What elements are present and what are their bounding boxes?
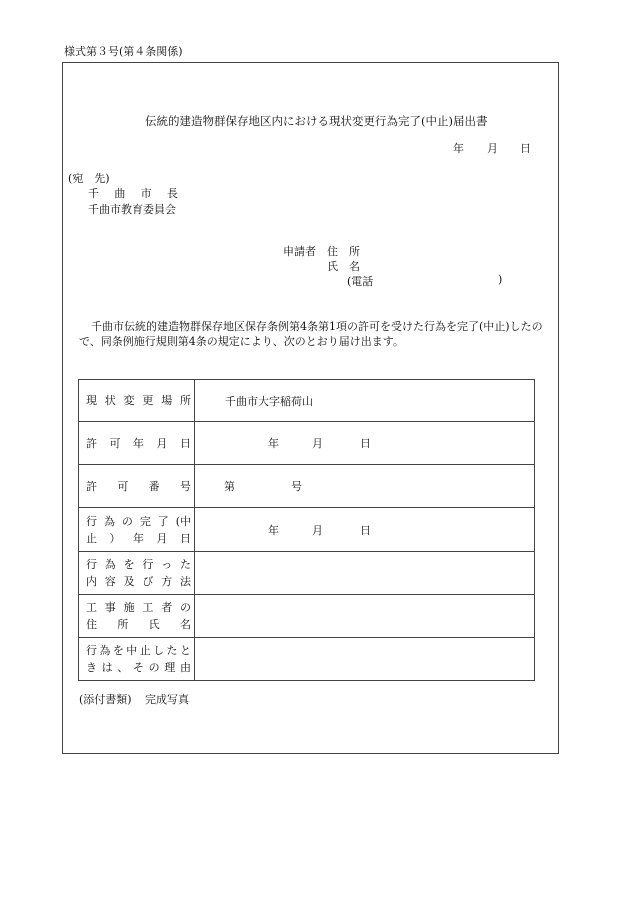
applicant-label: 申請者 — [283, 245, 316, 258]
row-label-char: を — [112, 644, 124, 657]
row-label-cell — [79, 552, 195, 595]
row-label-char: 理 — [164, 661, 176, 674]
row-label-line — [86, 556, 191, 573]
row-label-char: 由 — [179, 661, 191, 674]
table-row — [79, 595, 535, 638]
addressee-char: 千 — [88, 187, 99, 200]
table-row — [79, 552, 535, 595]
row-value-part: 年 — [268, 523, 279, 537]
row-label-char: 為 — [104, 558, 116, 571]
row-label-char: 年 — [133, 436, 144, 450]
body-text-line2: で、同条例施行規則第4条の規定により、次のとおり届け出ます。 — [79, 335, 404, 348]
row-label-line — [86, 599, 191, 616]
row-label-char: ） — [109, 531, 121, 545]
row-label-cell — [79, 638, 195, 681]
table-row — [79, 465, 535, 508]
row-label-char: 氏 — [148, 618, 160, 631]
row-label-char: を — [123, 558, 135, 571]
row-value-part: 第 — [224, 480, 235, 493]
addressee-label: (宛 先) — [68, 172, 110, 185]
row-label-char: 場 — [161, 394, 173, 407]
row-label-line — [86, 659, 191, 676]
row-label-char: 更 — [142, 394, 154, 407]
row-label-line — [86, 573, 191, 590]
row-label-line — [86, 616, 191, 633]
row-label-char: 許 — [86, 479, 97, 493]
row-label-char: 行 — [86, 644, 97, 657]
row-value-part: 年 — [268, 437, 279, 450]
addressee-board: 千曲市教育委員会 — [88, 203, 176, 216]
row-label-char: の — [121, 514, 133, 528]
row-label-line — [86, 478, 191, 495]
row-label-char: っ — [161, 558, 173, 571]
row-label-cell — [79, 380, 195, 422]
addressee-char: 曲 — [114, 187, 126, 200]
name-label: 氏 名 — [327, 260, 360, 273]
row-value-part: 日 — [360, 523, 371, 537]
row-label-line — [86, 530, 191, 547]
addressee-char: 長 — [166, 187, 178, 200]
row-label-char: 事 — [104, 601, 116, 614]
row-label-char: 止 — [139, 644, 151, 657]
row-value-cell[interactable] — [195, 422, 535, 465]
row-label-cell — [79, 422, 195, 465]
row-label-char: 、 — [117, 661, 129, 674]
row-label-char: 法 — [179, 575, 191, 588]
attachments-label: (添付書類) — [79, 693, 132, 706]
row-value-text: 千曲市大字稲荷山 — [225, 394, 313, 408]
row-label-char: た — [179, 558, 191, 571]
row-value-cell[interactable] — [195, 465, 535, 508]
row-label-char: 所 — [179, 394, 191, 407]
row-label-char: 日 — [180, 436, 191, 450]
addressee-mayor — [88, 185, 178, 201]
table-row — [79, 422, 535, 465]
row-label-char: 状 — [104, 394, 116, 407]
row-label-char: 為 — [99, 644, 111, 657]
row-label-char: 許 — [86, 436, 97, 450]
row-label-char: 工 — [142, 601, 154, 614]
row-label-char: そ — [132, 661, 144, 674]
row-label-line — [86, 642, 191, 659]
attachments-value: 完成写真 — [145, 693, 189, 706]
row-label-char: き — [86, 661, 97, 674]
table-row — [79, 508, 535, 552]
row-label-char: 止 — [86, 531, 97, 545]
row-value-cell[interactable] — [195, 380, 535, 422]
row-label-char: と — [179, 644, 191, 657]
date-year-label: 年 — [453, 142, 464, 155]
row-label-char: の — [179, 601, 191, 614]
row-label-char: は — [101, 661, 113, 674]
row-label-char: 号 — [179, 479, 191, 493]
row-label-cell — [79, 465, 195, 508]
phone-open: (電話 — [347, 275, 374, 288]
row-value-cell[interactable] — [195, 595, 535, 638]
row-label-line — [86, 435, 191, 452]
row-label-char: 内 — [86, 575, 97, 588]
row-label-char: た — [166, 644, 178, 657]
row-value-part: 号 — [291, 480, 302, 493]
row-label-char: し — [153, 644, 165, 657]
row-label-char: 方 — [161, 575, 173, 588]
row-label-char: 名 — [179, 618, 191, 631]
row-label-char: の — [148, 661, 160, 674]
row-label-char: 中 — [126, 644, 138, 657]
row-label-char: 現 — [86, 394, 97, 407]
row-label-char: 可 — [117, 479, 129, 493]
row-label-char: 容 — [104, 575, 116, 588]
form-number: 様式第３号(第４条関係) — [64, 45, 183, 58]
row-label-char: 年 — [133, 531, 144, 545]
row-value-cell[interactable] — [195, 552, 535, 595]
row-label-char: 住 — [86, 618, 97, 631]
row-label-char: 変 — [123, 394, 135, 407]
date-month-label: 月 — [487, 142, 498, 155]
row-label-char: 為 — [103, 514, 115, 528]
table-row — [79, 380, 535, 422]
row-label-char: (中 — [175, 514, 191, 528]
row-value-cell[interactable] — [195, 508, 535, 552]
row-label-char: 月 — [156, 531, 168, 545]
row-label-char: 所 — [117, 618, 129, 631]
address-label: 住 所 — [327, 245, 360, 258]
row-label-char: 日 — [180, 531, 191, 545]
row-label-char: 施 — [123, 601, 135, 614]
row-label-char: 工 — [86, 601, 97, 614]
row-label-char: 番 — [148, 479, 160, 493]
row-label-char: 者 — [161, 601, 173, 614]
row-label-char: び — [142, 575, 154, 588]
row-label-char: 行 — [142, 558, 154, 571]
row-value-cell[interactable] — [195, 638, 535, 681]
row-label-char: 月 — [156, 436, 168, 450]
row-label-char: 及 — [123, 575, 135, 588]
row-label-char: 可 — [109, 436, 121, 450]
row-label-cell — [79, 508, 195, 552]
form-table — [78, 379, 535, 681]
row-label-char: 了 — [157, 514, 169, 528]
row-label-char: 行 — [86, 558, 97, 571]
row-label-char: 行 — [86, 514, 97, 528]
row-value-part: 月 — [312, 523, 323, 537]
table-row — [79, 638, 535, 681]
row-value-part: 月 — [312, 437, 323, 450]
row-value-part: 日 — [360, 437, 371, 450]
row-label-line — [86, 392, 191, 409]
row-label-cell — [79, 595, 195, 638]
row-label-char: 完 — [139, 514, 151, 528]
phone-close: ) — [498, 273, 503, 286]
form-title: 伝統的建造物群保存地区内における現状変更行為完了(中止)届出書 — [145, 114, 488, 128]
body-text-line1: 千曲市伝統的建造物群保存地区保存条例第4条第1項の許可を受けた行為を完了(中止)したの — [91, 320, 543, 333]
row-label-line — [86, 513, 191, 530]
date-day-label: 日 — [520, 142, 531, 155]
addressee-char: 市 — [140, 187, 152, 200]
